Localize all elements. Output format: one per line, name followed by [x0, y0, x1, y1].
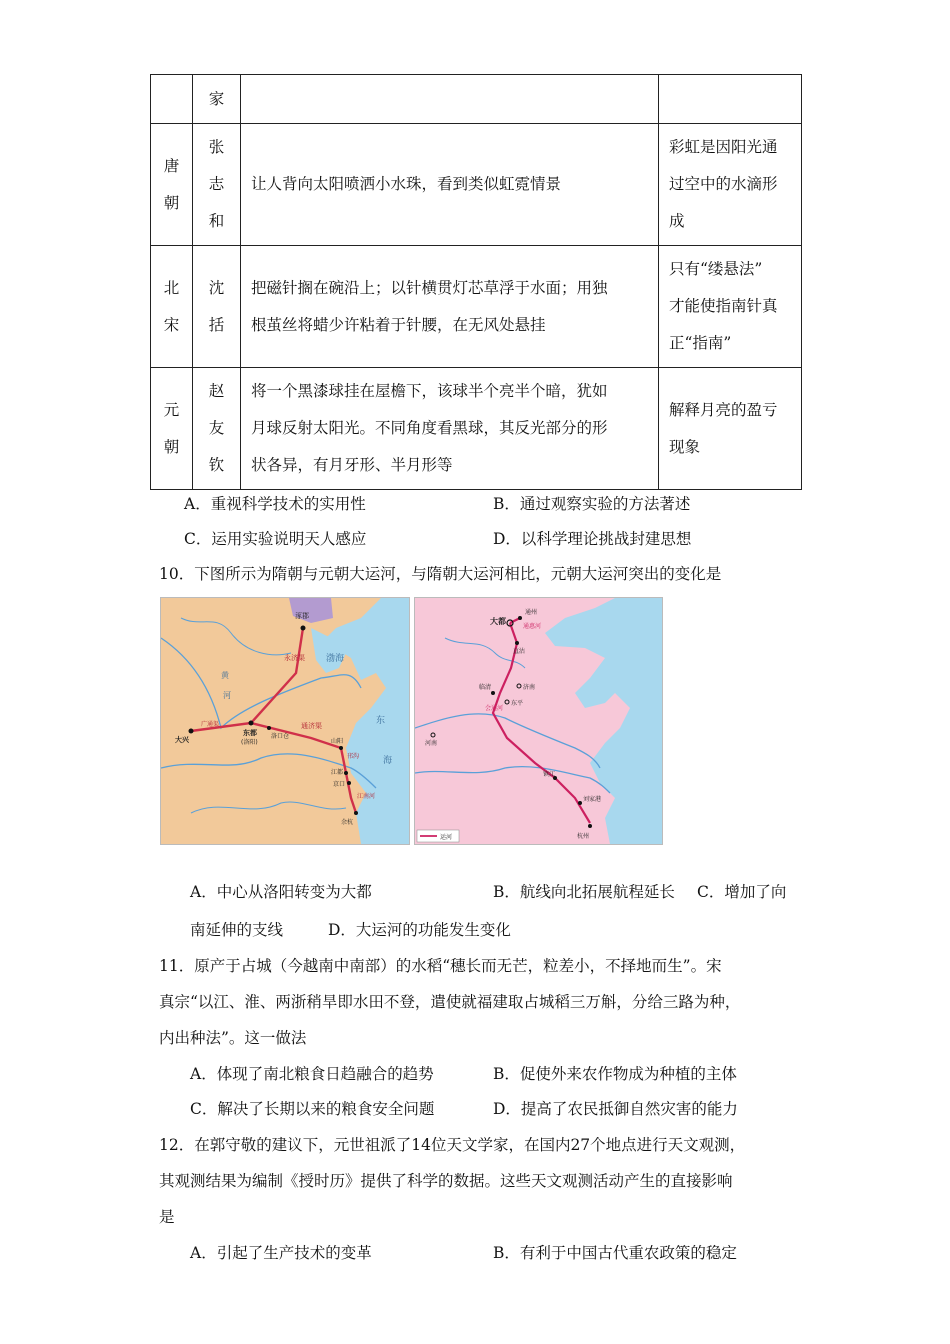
label-luokou: 洛口仓	[271, 733, 290, 740]
q11-stem-line1: 11．原产于占城（今越南中南部）的水稻“穗长而无芒，粒差小，不择地而生”。宋	[159, 957, 722, 975]
label-zhenjiang: 镇江	[543, 771, 556, 778]
label-jingkou: 京口	[333, 781, 346, 788]
q12-option-b[interactable]: B．有利于中国古代重农政策的稳定	[493, 1244, 737, 1262]
content-cell: 将一个黑漆球挂在屋檐下，该球半个亮半个暗，犹如 月球反射太阳光。不同角度看黑球，其反光部分的形 状各异，有月牙形、半月形等	[241, 368, 659, 490]
q12-option-a[interactable]: A．引起了生产技术的变革	[190, 1244, 372, 1262]
label-henan: 河南	[425, 740, 438, 747]
conclusion-cell	[659, 75, 802, 124]
label-huitong: 会通河	[485, 705, 504, 712]
sui-canal-map	[160, 597, 410, 845]
label-zhuojun: 涿郡	[295, 612, 309, 620]
conclusion-cell: 只有“缕悬法” 才能使指南针真 正“指南”	[659, 246, 802, 368]
label-liujiagang: 刘家港	[583, 796, 602, 803]
q11-option-a[interactable]: A．体现了南北粮食日趋融合的趋势	[190, 1065, 434, 1083]
label-daxing: 大兴	[175, 736, 189, 744]
table-row	[151, 368, 802, 490]
dynasty-cell: 唐 朝	[151, 124, 193, 246]
q10-option-d[interactable]: D．大运河的功能发生变化	[328, 921, 511, 939]
table-row	[151, 246, 802, 368]
q12-stem-line1: 12．在郭守敬的建议下，元世祖派了14位天文学家，在国内27个地点进行天文观测，	[159, 1136, 746, 1154]
label-east-sea: 东	[376, 716, 386, 726]
q11-stem-line2: 真宗“以江、淮、两浙稍旱即水田不登，遣使就福建取占城稻三万斛，分给三路为种，	[159, 993, 741, 1011]
label-jiangdu: 江都	[331, 769, 344, 776]
label-sea: 海	[383, 756, 393, 766]
content-cell: 让人背向太阳喷洒小水珠，看到类似虹霓情景	[241, 124, 659, 246]
label-hangou: 邗沟	[347, 753, 360, 760]
q12-stem-line3: 是	[159, 1208, 175, 1226]
dynasty-cell: 北 宋	[151, 246, 193, 368]
label-shanyang: 山阳	[331, 738, 344, 745]
legend-canal: 运河	[440, 834, 453, 841]
conclusion-cell: 彩虹是因阳光通 过空中的水滴形 成	[659, 124, 802, 246]
science-table	[150, 74, 802, 490]
q10-option-c[interactable]: C．增加了向	[697, 883, 787, 901]
q9-option-b[interactable]: B．通过观察实验的方法著述	[493, 495, 691, 513]
content-cell: 把磁针搁在碗沿上；以针横贯灯芯草浮于水面；用独 根茧丝将蜡少许粘着于针腰，在无风处悬挂	[241, 246, 659, 368]
label-tongzhou: 通州	[525, 609, 538, 616]
q9-option-d[interactable]: D．以科学理论挑战封建思想	[493, 530, 692, 548]
q10-stem: 10．下图所示为隋朝与元朝大运河，与隋朝大运河相比，元朝大运河突出的变化是	[159, 565, 722, 583]
label-zhigu: 直沽	[513, 648, 526, 655]
label-yuhang: 余杭	[341, 819, 354, 826]
q10-option-b[interactable]: B．航线向北拓展航程延长	[493, 883, 675, 901]
q9-option-a[interactable]: A．重视科学技术的实用性	[184, 495, 366, 513]
label-jiangnan: 江南河	[357, 793, 376, 800]
label-luoyang: (洛阳)	[241, 739, 258, 746]
q10-option-a[interactable]: A．中心从洛阳转变为大都	[190, 883, 372, 901]
content-cell	[241, 75, 659, 124]
person-cell: 沈 括	[193, 246, 241, 368]
label-tongji: 通济渠	[301, 722, 322, 730]
q12-stem-line2: 其观测结果为编制《授时历》提供了科学的数据。这些天文观测活动产生的直接影响	[159, 1172, 733, 1190]
q11-option-b[interactable]: B．促使外来农作物成为种植的主体	[493, 1065, 737, 1083]
person-cell: 张 志 和	[193, 124, 241, 246]
label-dongdu: 东都	[243, 729, 257, 737]
label-hangzhou: 杭州	[577, 833, 590, 840]
label-dadu: 大都	[490, 617, 506, 626]
table-row	[151, 124, 802, 246]
dynasty-cell: 元 朝	[151, 368, 193, 490]
label-yongji: 永济渠	[284, 654, 305, 662]
q10-option-c-continued[interactable]: 南延伸的支线	[190, 921, 284, 939]
label-river: 河	[223, 691, 231, 700]
label-tonghui: 通惠河	[523, 623, 542, 630]
label-dongping: 东平	[511, 700, 524, 707]
q9-option-c[interactable]: C．运用实验说明天人感应	[184, 530, 367, 548]
label-jinan: 济南	[523, 684, 536, 691]
label-bohai: 渤海	[326, 654, 345, 664]
yuan-canal-map	[414, 597, 663, 845]
table-row	[151, 75, 802, 124]
person-cell: 赵 友 钦	[193, 368, 241, 490]
label-guangtong: 广通渠	[201, 721, 220, 728]
person-cell: 家	[193, 75, 241, 124]
conclusion-cell: 解释月亮的盈亏 现象	[659, 368, 802, 490]
dynasty-cell	[151, 75, 193, 124]
label-linqing: 临清	[479, 684, 492, 691]
q11-option-c[interactable]: C．解决了长期以来的粮食安全问题	[190, 1100, 435, 1118]
q11-option-d[interactable]: D．提高了农民抵御自然灾害的能力	[493, 1100, 738, 1118]
label-yellow: 黄	[221, 671, 229, 680]
q11-stem-line3: 内出种法”。这一做法	[159, 1029, 307, 1047]
